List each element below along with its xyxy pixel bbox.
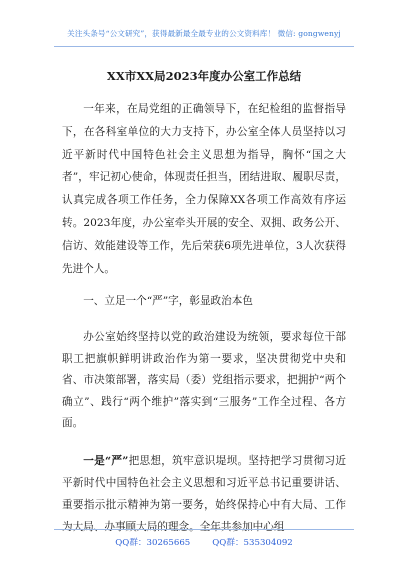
item-1-paragraph [62,450,346,538]
intro-paragraph: 一年来，在局党组的正确领导下，在纪检组的监督指导下，在各科室单位的大力支持下，办公室全体人员坚持以习近平新时代中国特色社会主义思想为指导，胸怀“国之大者”，牢记初心使命，体现责任担当，团结进取、履职尽责，认真完成各项工作任务，全力保障XX各项工作高效有序运转。2023年度，办公室牵头开展的安全、双拥、政务公开、信访、效能建设等工作，先后荣获6项先进单位，3人次获得先进个人。 [62,103,346,275]
footer-qq-groups [0,536,408,548]
item-1-text: 把思想，筑牢意识堤坝。坚持把学习贯彻习近平新时代中国特色社会主义思想和习近平总书记重要讲话、重要指示批示精神为第一要务，始终保持心中有大局、工作为大局、办事顾大局的理念。全年共参加中心组 [62,454,347,533]
section-heading-1: 一、立足一个“严”字，彰显政治本色 [83,295,253,308]
footer-divider [54,529,354,530]
footer-qq-group-1: QQ群：30265665 [115,538,191,548]
document-body [62,92,346,538]
header-divider [54,46,354,47]
footer-qq-group-2: QQ群：535304092 [212,538,293,548]
section-1-paragraph: 办公室始终坚持以党的政治建设为统领，要求每位干部职工把旗帜鲜明讲政治作为第一要求，坚决贯彻党中央和省、市决策部署，落实局（委）党组指示要求，把拥护“两个确立”、践行“两个维护”落实到“三服务”工作全过程、各方面。 [62,331,346,430]
header-promo-note: 关注头条号“公文研究”，获得最新最全最专业的公文资料库！ 微信: gongwenyj [67,29,341,38]
document-title: XX市XX局2023年度办公室工作总结 [106,69,302,83]
item-1-lead: 一是“严” [83,454,129,467]
